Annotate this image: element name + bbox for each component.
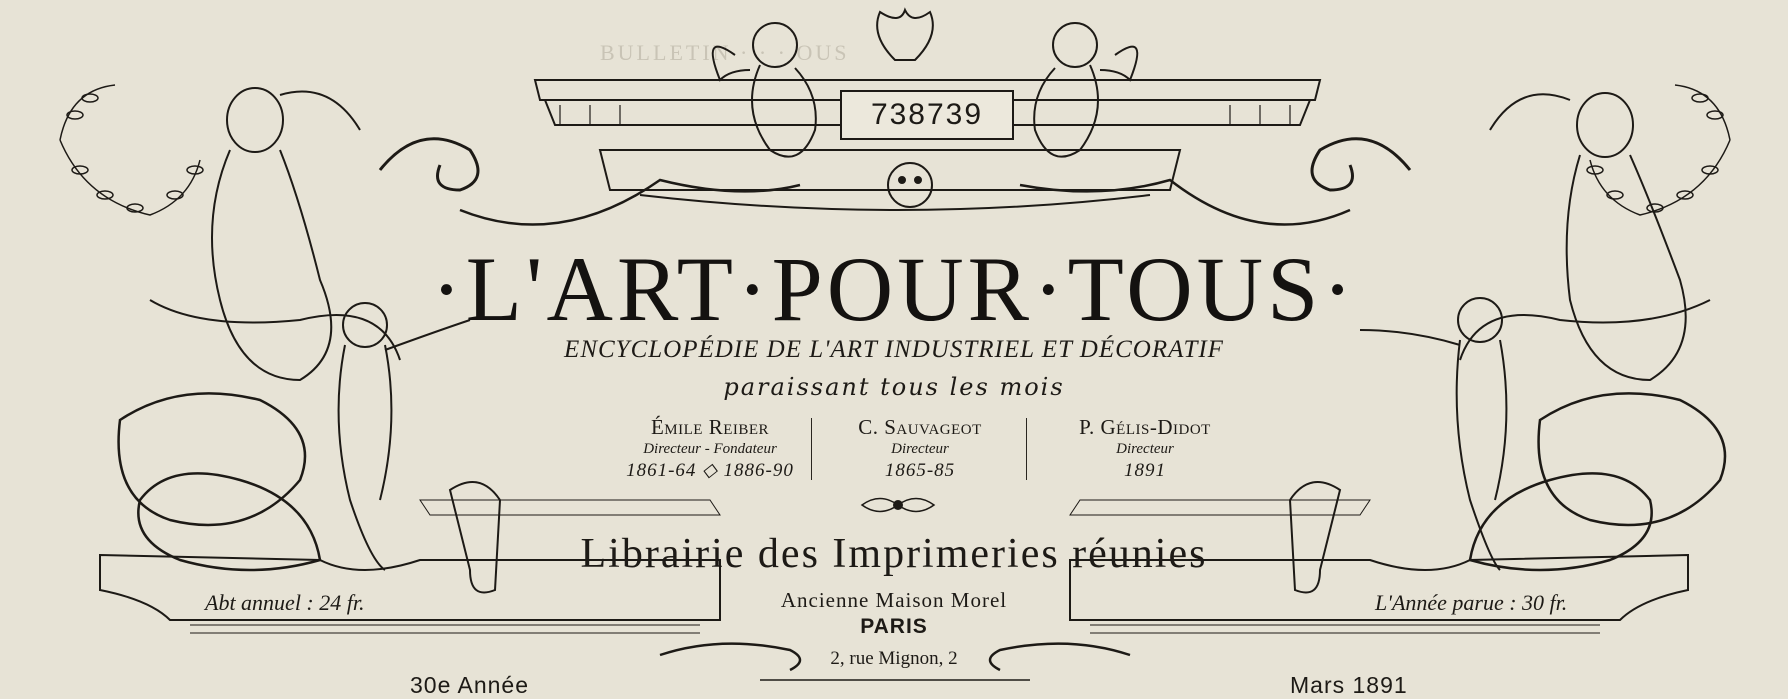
issue-date: Mars 1891 [1290, 672, 1408, 698]
director-sauvageot [820, 416, 1020, 482]
issue-year: 30e Année [410, 672, 530, 698]
director-name: C. Sauvageot [858, 415, 982, 439]
annual-subscription-price: Abt annuel : 24 fr. [205, 590, 365, 615]
garland-left [460, 180, 800, 225]
volute-right [1312, 139, 1410, 190]
director-dates: 1891 [1124, 460, 1166, 481]
director-reiber [610, 416, 810, 482]
director-gelis-didot [1040, 416, 1250, 482]
divider [811, 418, 812, 480]
stamp-number: 738739 [840, 90, 1014, 140]
cherub-top-left [713, 23, 816, 157]
former-house: Ancienne Maison Morel [780, 588, 1008, 612]
director-dates: 1861-64 ◇ 1886-90 [626, 460, 794, 481]
director-name: Émile Reiber [650, 415, 770, 439]
director-role: Directeur [891, 441, 949, 457]
shell-ornament [877, 10, 933, 60]
divider [1026, 418, 1027, 480]
director-name: P. Gélis-Didot [1079, 415, 1211, 439]
journal-subtitle: ENCYCLOPÉDIE DE L'ART INDUSTRIEL ET DÉCORATIF [564, 336, 1224, 363]
laurel-right [1587, 85, 1730, 215]
director-role: Directeur [1116, 441, 1174, 457]
journal-title: ·L'ART·POUR·TOUS· [431, 238, 1357, 340]
director-role: Directeur - Fondateur [643, 441, 777, 457]
cherub-top-right [1034, 23, 1137, 157]
laurel-left [60, 85, 203, 215]
volute-left [380, 139, 478, 190]
street-address: 2, rue Mignon, 2 [830, 648, 958, 669]
bleed-through-text: BULLETIN · · · OUS [600, 40, 850, 65]
mask-ornament [888, 163, 932, 207]
director-dates: 1865-85 [884, 460, 956, 481]
publication-frequency: paraissant tous les mois [723, 373, 1065, 401]
city: PARIS [860, 615, 928, 638]
publisher-name: Librairie des Imprimeries réunies [580, 531, 1208, 577]
back-issue-price: L'Année parue : 30 fr. [1375, 590, 1568, 615]
